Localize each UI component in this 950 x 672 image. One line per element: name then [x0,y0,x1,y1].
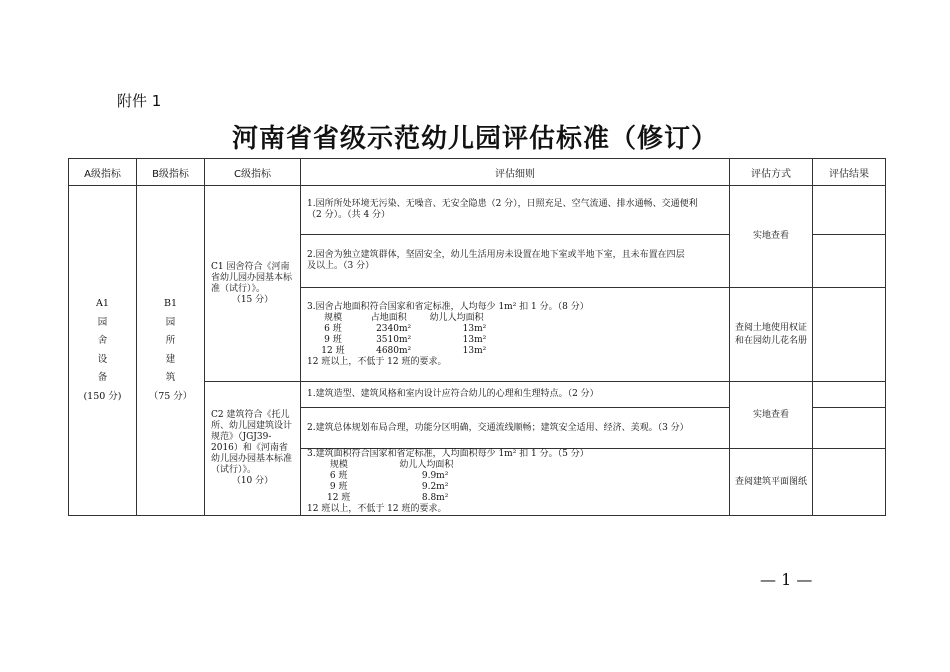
detail-line: 2.建筑总体规划布局合理，功能分区明确，交通流线顺畅；建筑安全适用、经济、美观。（3 分） [307,422,689,433]
a1-indicator-cell [69,186,137,516]
result-cell [813,408,886,449]
detail-c1-1 [301,186,730,235]
page-number: — 1 — [760,570,813,589]
c2-score: （10 分） [231,476,274,486]
c1-indicator-cell [205,186,301,382]
header-c-level: C级指标 [205,159,301,186]
method-c2-b: 查阅建筑平面图纸 [730,449,813,516]
b1-line: 园 [165,316,176,328]
result-cell [813,288,886,382]
detail-line: 规模 幼儿人均面积 [307,460,454,470]
detail-line: 9 班 9.2m² [307,482,449,492]
c2-indicator-cell [205,382,301,516]
method-c1-b: 查阅土地使用权证和在园幼儿花名册 [730,288,813,382]
result-cell [813,382,886,408]
detail-line: 2.园舍为独立建筑群体，坚固安全，幼儿生活用房未设置在地下室或半地下室，且未布置在四层 [307,250,685,260]
detail-c2-1 [301,382,730,408]
b1-line: B1 [163,298,178,309]
attachment-label: 附件 1 [117,92,162,110]
detail-line: 12 班以上，不低于 12 班的要求。 [307,504,447,514]
header-details: 评估细则 [301,159,730,186]
result-cell [813,449,886,516]
b1-line: 所 [165,335,176,346]
a1-line: 设 [97,353,108,365]
detail-line: 6 班 2340m² 13m² [307,323,487,334]
header-b-level: B级指标 [137,159,205,186]
detail-line: 12 班以上，不低于 12 班的要求。 [307,356,447,367]
a1-line: 备 [97,372,108,383]
method-c1-a: 实地查看 [730,186,813,288]
b1-line: （75 分） [148,390,193,402]
method-c2-a: 实地查看 [730,382,813,449]
header-a-level: A级指标 [69,159,137,186]
detail-line: 3.园舍占地面积符合国家和省定标准，人均每少 1m² 扣 1 分。（8 分） [307,301,589,312]
table-row [69,186,886,235]
a1-line: 舍 [97,335,108,346]
b1-line: 建 [165,353,176,365]
detail-line: 9 班 3510m² 13m² [307,334,487,345]
header-result: 评估结果 [813,159,886,186]
c2-text: C2 建筑符合《托儿所、幼儿园建筑设计规范》（JGJ39-2016）和《河南省幼儿园办园基本标准（试行）》。 [211,410,293,475]
detail-line: 12 班 8.8m² [307,493,449,503]
a1-line: (150 分) [83,390,122,402]
detail-c2-2 [301,408,730,449]
c1-score: （15 分） [231,294,274,305]
detail-c1-3 [301,288,730,382]
header-method: 评估方式 [730,159,813,186]
document-title: 河南省省级示范幼儿园评估标准（修订） [231,124,718,154]
detail-line: 及以上。（3 分） [307,261,375,271]
detail-line: 1.园所所处环境无污染、无噪音、无安全隐患（2 分），日照充足、空气流通、排水通畅、交通便利 [307,199,698,209]
b1-indicator-cell [137,186,205,516]
detail-c1-2 [301,235,730,288]
detail-line: 3.建筑面积符合国家和省定标准，人均面积每少 1m² 扣 1 分。（5 分） [307,449,589,459]
detail-line: 12 班 4680m² 13m² [307,345,487,356]
result-cell [813,235,886,288]
detail-c2-3 [301,449,730,516]
b1-line: 筑 [165,372,176,383]
c1-text: C1 园舍符合《河南省幼儿园办园基本标准（试行）》。 [211,261,293,294]
detail-line: 1.建筑造型、建筑风格和室内设计应符合幼儿的心理和生理特点。（2 分） [307,389,599,399]
a1-line: 园 [97,316,108,328]
evaluation-table [68,158,886,516]
detail-line: 规模 占地面积 幼儿人均面积 [307,312,484,323]
table-header-row [69,159,886,186]
result-cell [813,186,886,235]
detail-line: （2 分）。（共 4 分） [307,210,391,220]
detail-line: 6 班 9.9m² [307,471,449,481]
a1-line: A1 [96,298,109,309]
